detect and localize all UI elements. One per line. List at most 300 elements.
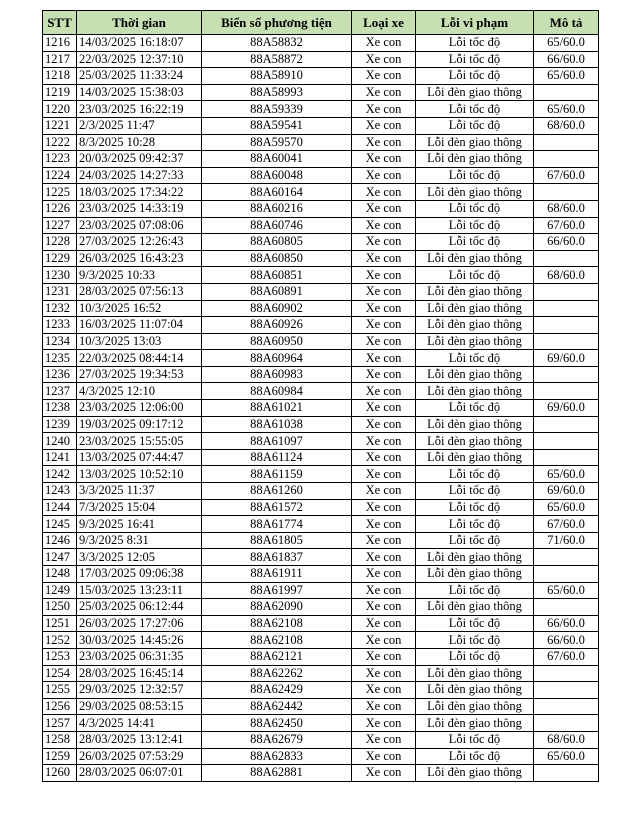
cell-stt: 1257: [43, 715, 77, 732]
cell-violation: Lỗi đèn giao thông: [416, 184, 534, 201]
cell-plate: 88A60950: [202, 333, 352, 350]
cell-plate: 88A62833: [202, 748, 352, 765]
cell-stt: 1245: [43, 516, 77, 533]
cell-description: [534, 383, 599, 400]
table-row: [43, 549, 599, 566]
cell-vehicle-type: Xe con: [352, 582, 416, 599]
cell-plate: 88A62429: [202, 682, 352, 699]
cell-vehicle-type: Xe con: [352, 400, 416, 417]
cell-stt: 1251: [43, 615, 77, 632]
cell-time: 29/03/2025 08:53:15: [77, 698, 202, 715]
cell-vehicle-type: Xe con: [352, 333, 416, 350]
cell-time: 23/03/2025 16:22:19: [77, 101, 202, 118]
cell-description: [534, 765, 599, 782]
cell-violation: Lỗi đèn giao thông: [416, 715, 534, 732]
cell-plate: 88A61038: [202, 416, 352, 433]
cell-time: 23/03/2025 12:06:00: [77, 400, 202, 417]
cell-description: 69/60.0: [534, 400, 599, 417]
table-row: [43, 566, 599, 583]
cell-violation: Lỗi tốc độ: [416, 466, 534, 483]
table-row: [43, 300, 599, 317]
cell-vehicle-type: Xe con: [352, 715, 416, 732]
cell-violation: Lỗi tốc độ: [416, 117, 534, 134]
table-row: [43, 333, 599, 350]
cell-time: 7/3/2025 15:04: [77, 499, 202, 516]
cell-plate: 88A60964: [202, 350, 352, 367]
cell-stt: 1243: [43, 483, 77, 500]
cell-plate: 88A61124: [202, 449, 352, 466]
table-row: [43, 167, 599, 184]
cell-vehicle-type: Xe con: [352, 283, 416, 300]
cell-stt: 1234: [43, 333, 77, 350]
cell-description: [534, 283, 599, 300]
table-row: [43, 715, 599, 732]
cell-time: 25/03/2025 11:33:24: [77, 68, 202, 85]
cell-description: 67/60.0: [534, 167, 599, 184]
cell-stt: 1253: [43, 648, 77, 665]
cell-description: 67/60.0: [534, 516, 599, 533]
cell-time: 9/3/2025 10:33: [77, 267, 202, 284]
cell-vehicle-type: Xe con: [352, 267, 416, 284]
cell-stt: 1239: [43, 416, 77, 433]
cell-description: 65/60.0: [534, 101, 599, 118]
cell-stt: 1252: [43, 632, 77, 649]
cell-violation: Lỗi tốc độ: [416, 748, 534, 765]
cell-description: 66/60.0: [534, 615, 599, 632]
cell-violation: Lỗi tốc độ: [416, 217, 534, 234]
table-row: [43, 731, 599, 748]
cell-description: 68/60.0: [534, 117, 599, 134]
table-row: [43, 151, 599, 168]
cell-vehicle-type: Xe con: [352, 433, 416, 450]
cell-plate: 88A60984: [202, 383, 352, 400]
cell-time: 18/03/2025 17:34:22: [77, 184, 202, 201]
cell-description: 71/60.0: [534, 532, 599, 549]
cell-vehicle-type: Xe con: [352, 317, 416, 334]
cell-description: 65/60.0: [534, 748, 599, 765]
cell-time: 28/03/2025 06:07:01: [77, 765, 202, 782]
table-row: [43, 134, 599, 151]
cell-plate: 88A58872: [202, 51, 352, 68]
cell-plate: 88A61572: [202, 499, 352, 516]
cell-stt: 1244: [43, 499, 77, 516]
table-body: [43, 35, 599, 782]
cell-plate: 88A61805: [202, 532, 352, 549]
cell-stt: 1237: [43, 383, 77, 400]
header-violation: Lỗi vi phạm: [416, 11, 534, 35]
table-row: [43, 200, 599, 217]
cell-vehicle-type: Xe con: [352, 449, 416, 466]
cell-stt: 1258: [43, 731, 77, 748]
cell-description: 65/60.0: [534, 499, 599, 516]
cell-stt: 1240: [43, 433, 77, 450]
cell-vehicle-type: Xe con: [352, 615, 416, 632]
cell-time: 4/3/2025 12:10: [77, 383, 202, 400]
cell-plate: 88A61997: [202, 582, 352, 599]
cell-vehicle-type: Xe con: [352, 234, 416, 251]
cell-plate: 88A58832: [202, 35, 352, 52]
cell-violation: Lỗi đèn giao thông: [416, 682, 534, 699]
cell-description: 65/60.0: [534, 582, 599, 599]
cell-plate: 88A60902: [202, 300, 352, 317]
cell-time: 27/03/2025 12:26:43: [77, 234, 202, 251]
cell-plate: 88A62679: [202, 731, 352, 748]
cell-stt: 1247: [43, 549, 77, 566]
header-plate: Biển số phương tiện: [202, 11, 352, 35]
cell-plate: 88A60216: [202, 200, 352, 217]
cell-description: 66/60.0: [534, 51, 599, 68]
cell-time: 14/03/2025 16:18:07: [77, 35, 202, 52]
cell-vehicle-type: Xe con: [352, 250, 416, 267]
cell-violation: Lỗi tốc độ: [416, 632, 534, 649]
cell-description: [534, 433, 599, 450]
cell-stt: 1254: [43, 665, 77, 682]
cell-description: [534, 715, 599, 732]
cell-vehicle-type: Xe con: [352, 300, 416, 317]
cell-vehicle-type: Xe con: [352, 566, 416, 583]
cell-description: [534, 134, 599, 151]
cell-violation: Lỗi tốc độ: [416, 400, 534, 417]
cell-vehicle-type: Xe con: [352, 483, 416, 500]
table-row: [43, 400, 599, 417]
cell-description: 67/60.0: [534, 648, 599, 665]
cell-description: [534, 250, 599, 267]
table-row: [43, 765, 599, 782]
cell-description: [534, 333, 599, 350]
cell-violation: Lỗi tốc độ: [416, 350, 534, 367]
table-row: [43, 449, 599, 466]
cell-stt: 1219: [43, 84, 77, 101]
cell-plate: 88A62262: [202, 665, 352, 682]
cell-description: [534, 84, 599, 101]
cell-time: 10/3/2025 16:52: [77, 300, 202, 317]
cell-vehicle-type: Xe con: [352, 366, 416, 383]
cell-stt: 1235: [43, 350, 77, 367]
cell-violation: Lỗi đèn giao thông: [416, 366, 534, 383]
cell-stt: 1224: [43, 167, 77, 184]
cell-time: 16/03/2025 11:07:04: [77, 317, 202, 334]
cell-description: [534, 682, 599, 699]
cell-violation: Lỗi đèn giao thông: [416, 283, 534, 300]
cell-time: 23/03/2025 07:08:06: [77, 217, 202, 234]
cell-plate: 88A60926: [202, 317, 352, 334]
cell-violation: Lỗi tốc độ: [416, 582, 534, 599]
cell-stt: 1225: [43, 184, 77, 201]
cell-stt: 1228: [43, 234, 77, 251]
cell-time: 13/03/2025 10:52:10: [77, 466, 202, 483]
table-row: [43, 648, 599, 665]
cell-plate: 88A61021: [202, 400, 352, 417]
cell-vehicle-type: Xe con: [352, 200, 416, 217]
cell-time: 26/03/2025 07:53:29: [77, 748, 202, 765]
table-row: [43, 283, 599, 300]
cell-stt: 1246: [43, 532, 77, 549]
cell-violation: Lỗi tốc độ: [416, 267, 534, 284]
cell-plate: 88A62108: [202, 632, 352, 649]
cell-description: [534, 599, 599, 616]
cell-plate: 88A60048: [202, 167, 352, 184]
cell-vehicle-type: Xe con: [352, 516, 416, 533]
cell-description: 68/60.0: [534, 200, 599, 217]
cell-vehicle-type: Xe con: [352, 416, 416, 433]
cell-vehicle-type: Xe con: [352, 682, 416, 699]
table-row: [43, 599, 599, 616]
table-row: [43, 698, 599, 715]
table-row: [43, 101, 599, 118]
cell-stt: 1221: [43, 117, 77, 134]
table-row: [43, 665, 599, 682]
cell-time: 29/03/2025 12:32:57: [77, 682, 202, 699]
cell-violation: Lỗi tốc độ: [416, 499, 534, 516]
table-row: [43, 632, 599, 649]
table-row: [43, 499, 599, 516]
cell-violation: Lỗi tốc độ: [416, 483, 534, 500]
cell-vehicle-type: Xe con: [352, 184, 416, 201]
cell-vehicle-type: Xe con: [352, 35, 416, 52]
cell-vehicle-type: Xe con: [352, 648, 416, 665]
cell-time: 24/03/2025 14:27:33: [77, 167, 202, 184]
cell-stt: 1216: [43, 35, 77, 52]
cell-time: 3/3/2025 11:37: [77, 483, 202, 500]
cell-time: 26/03/2025 17:27:06: [77, 615, 202, 632]
cell-stt: 1256: [43, 698, 77, 715]
cell-plate: 88A61159: [202, 466, 352, 483]
cell-violation: Lỗi đèn giao thông: [416, 333, 534, 350]
cell-violation: Lỗi đèn giao thông: [416, 383, 534, 400]
cell-plate: 88A62442: [202, 698, 352, 715]
cell-stt: 1259: [43, 748, 77, 765]
cell-violation: Lỗi tốc độ: [416, 35, 534, 52]
cell-violation: Lỗi đèn giao thông: [416, 433, 534, 450]
cell-description: 68/60.0: [534, 267, 599, 284]
cell-time: 28/03/2025 07:56:13: [77, 283, 202, 300]
cell-stt: 1223: [43, 151, 77, 168]
cell-violation: Lỗi tốc độ: [416, 234, 534, 251]
cell-plate: 88A62090: [202, 599, 352, 616]
table-row: [43, 748, 599, 765]
cell-time: 23/03/2025 06:31:35: [77, 648, 202, 665]
cell-stt: 1217: [43, 51, 77, 68]
cell-violation: Lỗi tốc độ: [416, 516, 534, 533]
table-row: [43, 383, 599, 400]
cell-description: 67/60.0: [534, 217, 599, 234]
cell-stt: 1255: [43, 682, 77, 699]
cell-plate: 88A60851: [202, 267, 352, 284]
cell-description: [534, 151, 599, 168]
cell-plate: 88A59570: [202, 134, 352, 151]
cell-stt: 1229: [43, 250, 77, 267]
cell-violation: Lỗi đèn giao thông: [416, 566, 534, 583]
cell-time: 9/3/2025 16:41: [77, 516, 202, 533]
cell-violation: Lỗi tốc độ: [416, 532, 534, 549]
cell-plate: 88A60983: [202, 366, 352, 383]
cell-violation: Lỗi đèn giao thông: [416, 84, 534, 101]
table-row: [43, 350, 599, 367]
table-header-row: [43, 11, 599, 35]
cell-description: [534, 566, 599, 583]
cell-vehicle-type: Xe con: [352, 134, 416, 151]
table-row: [43, 582, 599, 599]
cell-plate: 88A59339: [202, 101, 352, 118]
cell-stt: 1233: [43, 317, 77, 334]
table-row: [43, 466, 599, 483]
table-row: [43, 366, 599, 383]
table-row: [43, 615, 599, 632]
cell-description: 69/60.0: [534, 350, 599, 367]
cell-violation: Lỗi tốc độ: [416, 648, 534, 665]
cell-vehicle-type: Xe con: [352, 599, 416, 616]
cell-stt: 1241: [43, 449, 77, 466]
cell-stt: 1230: [43, 267, 77, 284]
cell-time: 15/03/2025 13:23:11: [77, 582, 202, 599]
table-row: [43, 68, 599, 85]
cell-plate: 88A61097: [202, 433, 352, 450]
cell-description: [534, 698, 599, 715]
cell-description: [534, 665, 599, 682]
cell-description: 65/60.0: [534, 466, 599, 483]
cell-stt: 1260: [43, 765, 77, 782]
cell-time: 28/03/2025 13:12:41: [77, 731, 202, 748]
cell-time: 10/3/2025 13:03: [77, 333, 202, 350]
cell-time: 26/03/2025 16:43:23: [77, 250, 202, 267]
table-row: [43, 682, 599, 699]
table-row: [43, 35, 599, 52]
cell-vehicle-type: Xe con: [352, 748, 416, 765]
cell-description: 65/60.0: [534, 68, 599, 85]
cell-stt: 1249: [43, 582, 77, 599]
cell-vehicle-type: Xe con: [352, 466, 416, 483]
cell-plate: 88A60891: [202, 283, 352, 300]
cell-stt: 1242: [43, 466, 77, 483]
table-row: [43, 234, 599, 251]
cell-vehicle-type: Xe con: [352, 68, 416, 85]
cell-vehicle-type: Xe con: [352, 117, 416, 134]
cell-violation: Lỗi đèn giao thông: [416, 416, 534, 433]
cell-time: 2/3/2025 11:47: [77, 117, 202, 134]
cell-time: 19/03/2025 09:17:12: [77, 416, 202, 433]
header-stt: STT: [43, 11, 77, 35]
table-row: [43, 51, 599, 68]
cell-plate: 88A62108: [202, 615, 352, 632]
cell-time: 28/03/2025 16:45:14: [77, 665, 202, 682]
header-vehicle-type: Loại xe: [352, 11, 416, 35]
cell-time: 14/03/2025 15:38:03: [77, 84, 202, 101]
cell-time: 22/03/2025 12:37:10: [77, 51, 202, 68]
cell-vehicle-type: Xe con: [352, 84, 416, 101]
table-row: [43, 117, 599, 134]
table-row: [43, 250, 599, 267]
cell-plate: 88A62450: [202, 715, 352, 732]
cell-description: [534, 300, 599, 317]
cell-plate: 88A59541: [202, 117, 352, 134]
cell-time: 22/03/2025 08:44:14: [77, 350, 202, 367]
cell-time: 23/03/2025 14:33:19: [77, 200, 202, 217]
cell-stt: 1218: [43, 68, 77, 85]
cell-vehicle-type: Xe con: [352, 151, 416, 168]
cell-time: 23/03/2025 15:55:05: [77, 433, 202, 450]
table-row: [43, 416, 599, 433]
cell-description: 66/60.0: [534, 632, 599, 649]
cell-time: 25/03/2025 06:12:44: [77, 599, 202, 616]
cell-violation: Lỗi tốc độ: [416, 51, 534, 68]
cell-description: [534, 416, 599, 433]
cell-time: 17/03/2025 09:06:38: [77, 566, 202, 583]
cell-time: 9/3/2025 8:31: [77, 532, 202, 549]
cell-plate: 88A60746: [202, 217, 352, 234]
cell-vehicle-type: Xe con: [352, 51, 416, 68]
cell-plate: 88A60164: [202, 184, 352, 201]
table-row: [43, 317, 599, 334]
cell-vehicle-type: Xe con: [352, 217, 416, 234]
cell-violation: Lỗi đèn giao thông: [416, 151, 534, 168]
cell-violation: Lỗi đèn giao thông: [416, 317, 534, 334]
cell-violation: Lỗi đèn giao thông: [416, 250, 534, 267]
cell-violation: Lỗi đèn giao thông: [416, 665, 534, 682]
cell-stt: 1248: [43, 566, 77, 583]
cell-violation: Lỗi tốc độ: [416, 731, 534, 748]
cell-time: 4/3/2025 14:41: [77, 715, 202, 732]
cell-stt: 1220: [43, 101, 77, 118]
cell-description: [534, 366, 599, 383]
cell-vehicle-type: Xe con: [352, 499, 416, 516]
cell-violation: Lỗi tốc độ: [416, 615, 534, 632]
table-row: [43, 84, 599, 101]
cell-vehicle-type: Xe con: [352, 350, 416, 367]
cell-plate: 88A62881: [202, 765, 352, 782]
violations-table: [42, 10, 599, 782]
cell-vehicle-type: Xe con: [352, 167, 416, 184]
cell-description: 68/60.0: [534, 731, 599, 748]
table-row: [43, 483, 599, 500]
cell-plate: 88A60850: [202, 250, 352, 267]
cell-time: 30/03/2025 14:45:26: [77, 632, 202, 649]
cell-violation: Lỗi đèn giao thông: [416, 599, 534, 616]
cell-violation: Lỗi đèn giao thông: [416, 449, 534, 466]
cell-time: 3/3/2025 12:05: [77, 549, 202, 566]
cell-stt: 1226: [43, 200, 77, 217]
cell-plate: 88A61774: [202, 516, 352, 533]
cell-description: [534, 317, 599, 334]
cell-violation: Lỗi tốc độ: [416, 101, 534, 118]
cell-stt: 1238: [43, 400, 77, 417]
cell-plate: 88A61837: [202, 549, 352, 566]
table-row: [43, 433, 599, 450]
cell-vehicle-type: Xe con: [352, 765, 416, 782]
cell-description: 66/60.0: [534, 234, 599, 251]
cell-violation: Lỗi tốc độ: [416, 200, 534, 217]
cell-description: [534, 449, 599, 466]
cell-description: [534, 184, 599, 201]
cell-violation: Lỗi tốc độ: [416, 68, 534, 85]
cell-violation: Lỗi đèn giao thông: [416, 765, 534, 782]
cell-vehicle-type: Xe con: [352, 101, 416, 118]
table-row: [43, 516, 599, 533]
cell-stt: 1227: [43, 217, 77, 234]
cell-violation: Lỗi đèn giao thông: [416, 134, 534, 151]
header-time: Thời gian: [77, 11, 202, 35]
cell-plate: 88A61911: [202, 566, 352, 583]
cell-plate: 88A60041: [202, 151, 352, 168]
cell-vehicle-type: Xe con: [352, 632, 416, 649]
cell-description: 69/60.0: [534, 483, 599, 500]
cell-time: 20/03/2025 09:42:37: [77, 151, 202, 168]
cell-description: [534, 549, 599, 566]
cell-violation: Lỗi đèn giao thông: [416, 300, 534, 317]
cell-vehicle-type: Xe con: [352, 532, 416, 549]
cell-plate: 88A58993: [202, 84, 352, 101]
cell-plate: 88A58910: [202, 68, 352, 85]
cell-vehicle-type: Xe con: [352, 731, 416, 748]
